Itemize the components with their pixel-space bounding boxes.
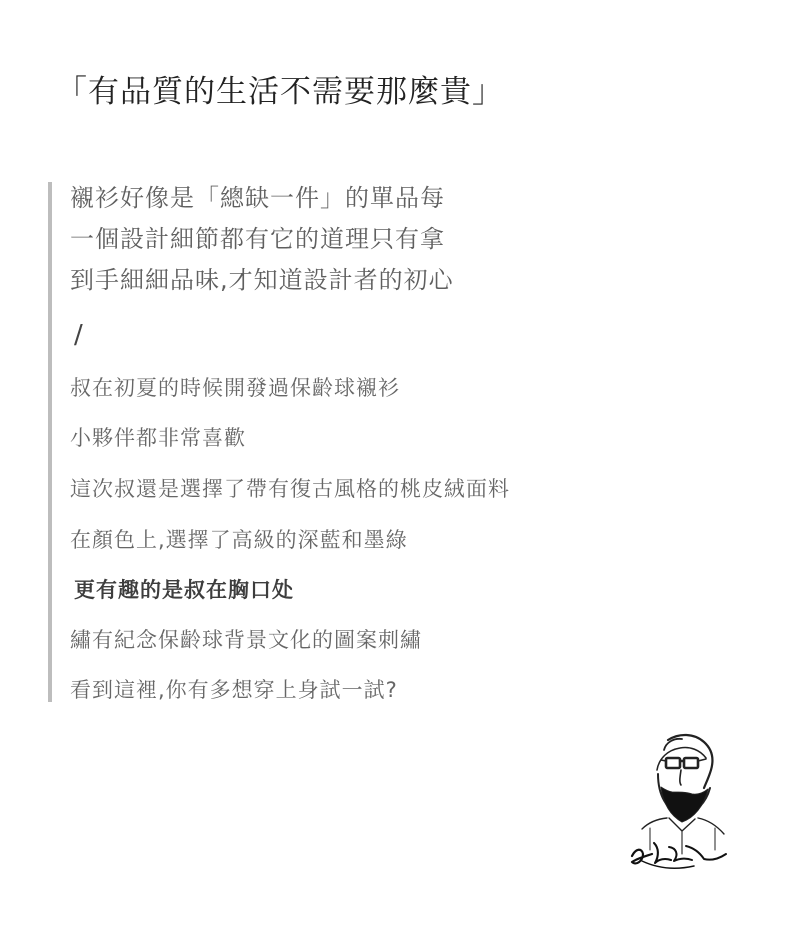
text-line: 看到這裡,你有多想穿上身試一試? bbox=[70, 678, 398, 702]
page-title: 「有品質的生活不需要那麼貴」 bbox=[56, 74, 504, 110]
highlight-line: 更有趣的是叔在胸口处 bbox=[74, 578, 294, 602]
text-line: 在顏色上,選擇了高級的深藍和墨綠 bbox=[70, 528, 408, 552]
text-line: 這次叔還是選擇了帶有復古風格的桃皮絨面料 bbox=[70, 477, 510, 501]
text-line: 叔在初夏的時候開發過保齡球襯衫 bbox=[70, 376, 400, 400]
separator-slash: / bbox=[74, 320, 83, 350]
text-line: 小夥伴都非常喜歡 bbox=[70, 426, 246, 450]
intro-paragraph: 襯衫好像是「總缺一件」的單品每 一個設計細節都有它的道理只有拿 到手細細品味,才知道設計者的初心 bbox=[70, 184, 454, 294]
bearded-man-illustration-icon bbox=[624, 730, 728, 870]
quote-block bbox=[48, 182, 568, 702]
text-line: 繡有紀念保齡球背景文化的圖案刺繡 bbox=[70, 628, 422, 652]
